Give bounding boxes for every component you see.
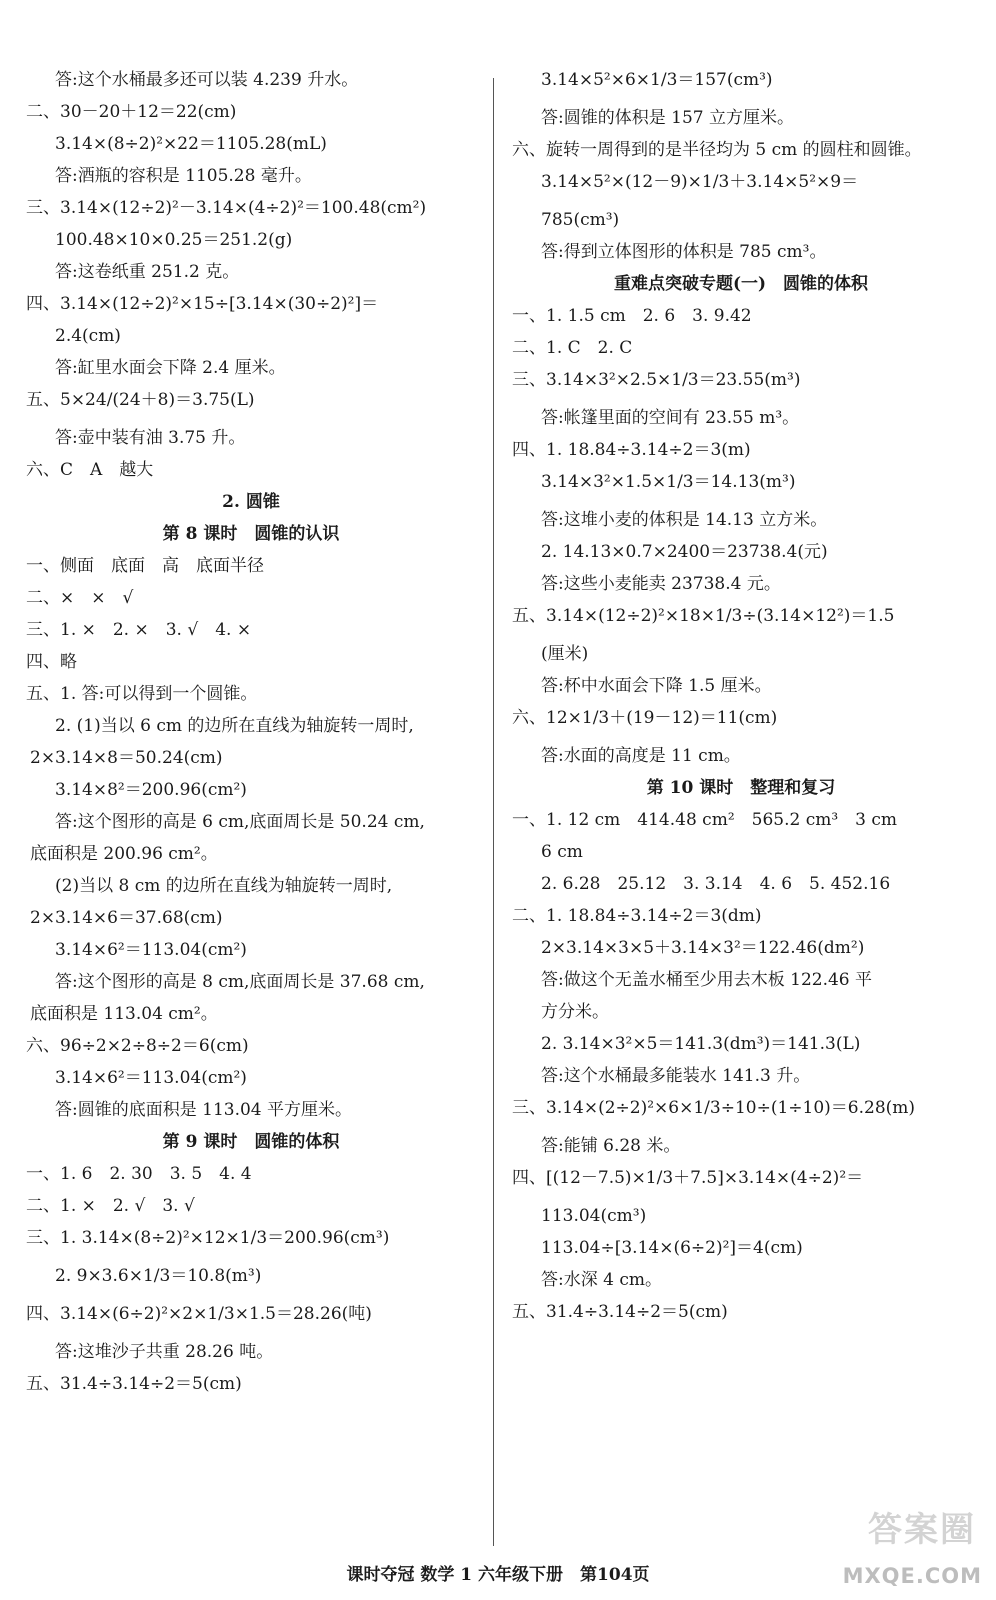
- answer-line: 答:缸里水面会下降 2.4 厘米。: [55, 358, 286, 378]
- answer-line: (厘米): [541, 644, 589, 664]
- answer-line: 2. 14.13×0.7×2400＝23738.4(元): [541, 542, 828, 562]
- answer-line: 四、1. 18.84÷3.14÷2＝3(m): [512, 440, 751, 460]
- answer-line: 答:帐篷里面的空间有 23.55 m³。: [541, 408, 800, 428]
- answer-line: 100.48×10×0.25＝251.2(g): [55, 230, 293, 250]
- answer-line: 底面积是 200.96 cm²。: [30, 844, 218, 864]
- answer-line: 底面积是 113.04 cm²。: [30, 1004, 218, 1024]
- topic-title: 重难点突破专题(一) 圆锥的体积: [613, 274, 869, 294]
- answer-line: 113.04(cm³): [541, 1206, 647, 1226]
- answer-line: 五、1. 答:可以得到一个圆锥。: [26, 684, 258, 704]
- answer-line: 答:这个水桶最多能装水 141.3 升。: [541, 1066, 811, 1086]
- answer-line: 一、1. 1.5 cm 2. 6 3. 9.42: [512, 306, 752, 326]
- answer-line: 方分米。: [541, 1002, 609, 1022]
- answer-line: 3.14×5²×6×1/3＝157(cm³): [541, 70, 773, 90]
- answer-line: 答:这堆小麦的体积是 14.13 立方米。: [541, 510, 828, 530]
- answer-line: 2×3.14×6＝37.68(cm): [30, 908, 223, 928]
- answer-line: 答:酒瓶的容积是 1105.28 毫升。: [55, 166, 312, 186]
- answer-line: 二、1. 18.84÷3.14÷2＝3(dm): [512, 906, 762, 926]
- answer-line: 3.14×3²×1.5×1/3＝14.13(m³): [541, 472, 796, 492]
- watermark-logo-text: 答案圈: [868, 1510, 976, 1550]
- answer-line: 6 cm: [541, 842, 583, 862]
- answer-line: 答:得到立体图形的体积是 785 cm³。: [541, 242, 827, 262]
- answer-line: 3.14×6²＝113.04(cm²): [55, 1068, 247, 1088]
- answer-line: 答:水面的高度是 11 cm。: [541, 746, 741, 766]
- answer-line: 四、[(12－7.5)×1/3＋7.5]×3.14×(4÷2)²＝: [512, 1168, 864, 1188]
- answer-line: 答:这堆沙子共重 28.26 吨。: [55, 1342, 274, 1362]
- answer-line: 六、96÷2×2÷8÷2＝6(cm): [26, 1036, 249, 1056]
- answer-line: 二、× × √: [26, 588, 134, 608]
- watermark-site-text: MXQE.COM: [842, 1564, 982, 1588]
- answer-line: 二、1. × 2. √ 3. √: [26, 1196, 195, 1216]
- column-divider: [493, 78, 494, 1546]
- lesson-title: 第 9 课时 圆锥的体积: [162, 1132, 340, 1152]
- answer-line: 2×3.14×3×5＋3.14×3²＝122.46(dm²): [541, 938, 865, 958]
- answer-line: 答:能铺 6.28 米。: [541, 1136, 681, 1156]
- answer-line: 3.14×5²×(12－9)×1/3＋3.14×5²×9＝: [541, 172, 859, 192]
- answer-line: 答:壶中装有油 3.75 升。: [55, 428, 246, 448]
- answer-line: 五、31.4÷3.14÷2＝5(cm): [512, 1302, 728, 1322]
- answer-line: 六、C A 越大: [26, 460, 154, 480]
- answer-line: 四、3.14×(12÷2)²×15÷[3.14×(30÷2)²]＝: [26, 294, 379, 314]
- answer-line: 三、1. 3.14×(8÷2)²×12×1/3＝200.96(cm³): [26, 1228, 390, 1248]
- answer-line: 785(cm³): [541, 210, 620, 230]
- answer-line: 二、30－20＋12＝22(cm): [26, 102, 237, 122]
- answer-line: 三、3.14×3²×2.5×1/3＝23.55(m³): [512, 370, 801, 390]
- answer-line: 答:这个图形的高是 6 cm,底面周长是 50.24 cm,: [55, 812, 425, 832]
- lesson-title: 第 10 课时 整理和复习: [646, 778, 836, 798]
- answer-line: 3.14×8²＝200.96(cm²): [55, 780, 247, 800]
- answer-line: 答:圆锥的底面积是 113.04 平方厘米。: [55, 1100, 353, 1120]
- answer-line: 三、1. × 2. × 3. √ 4. ×: [26, 620, 252, 640]
- watermark-logo: [842, 1500, 986, 1592]
- answer-line: 2. (1)当以 6 cm 的边所在直线为轴旋转一周时,: [55, 716, 414, 736]
- answer-line: 一、侧面 底面 高 底面半径: [26, 556, 264, 576]
- answer-line: 113.04÷[3.14×(6÷2)²]＝4(cm): [541, 1238, 803, 1258]
- answer-line: 二、1. C 2. C: [512, 338, 633, 358]
- answer-line: 答:杯中水面会下降 1.5 厘米。: [541, 676, 772, 696]
- left-column: [26, 70, 476, 1406]
- answer-line: (2)当以 8 cm 的边所在直线为轴旋转一周时,: [55, 876, 393, 896]
- answer-line: 2×3.14×8＝50.24(cm): [30, 748, 223, 768]
- answer-line: 五、5×24/(24＋8)＝3.75(L): [26, 390, 255, 410]
- answer-line: 答:水深 4 cm。: [541, 1270, 662, 1290]
- answer-line: 三、3.14×(2÷2)²×6×1/3÷10÷(1÷10)＝6.28(m): [512, 1098, 916, 1118]
- page-footer: 课时夺冠 数学 1 六年级下册 第104页: [346, 1565, 650, 1585]
- answer-line: 四、3.14×(6÷2)²×2×1/3×1.5＝28.26(吨): [26, 1304, 372, 1324]
- answer-line: 一、1. 6 2. 30 3. 5 4. 4: [26, 1164, 252, 1184]
- answer-line: 答:这些小麦能卖 23738.4 元。: [541, 574, 781, 594]
- answer-line: 答:圆锥的体积是 157 立方厘米。: [541, 108, 794, 128]
- answer-line: 3.14×6²＝113.04(cm²): [55, 940, 247, 960]
- answer-line: 2. 3.14×3²×5＝141.3(dm³)＝141.3(L): [541, 1034, 861, 1054]
- right-column: [512, 70, 970, 1334]
- answer-line: 答:做这个无盖水桶至少用去木板 122.46 平: [541, 970, 873, 990]
- answer-line: 五、3.14×(12÷2)²×18×1/3÷(3.14×12²)＝1.5: [512, 606, 895, 626]
- answer-line: 答:这卷纸重 251.2 克。: [55, 262, 240, 282]
- section-title: 2. 圆锥: [222, 492, 280, 512]
- lesson-title: 第 8 课时 圆锥的认识: [162, 524, 340, 544]
- answer-line: 3.14×(8÷2)²×22＝1105.28(mL): [55, 134, 327, 154]
- answer-line: 答:这个图形的高是 8 cm,底面周长是 37.68 cm,: [55, 972, 425, 992]
- answer-line: 2. 9×3.6×1/3＝10.8(m³): [55, 1266, 262, 1286]
- answer-line: 四、略: [26, 652, 77, 672]
- answer-line: 2. 6.28 25.12 3. 3.14 4. 6 5. 452.16: [541, 874, 891, 894]
- answer-line: 2.4(cm): [55, 326, 121, 346]
- answer-line: 三、3.14×(12÷2)²－3.14×(4÷2)²＝100.48(cm²): [26, 198, 427, 218]
- answer-line: 答:这个水桶最多还可以装 4.239 升水。: [55, 70, 359, 90]
- answer-line: 五、31.4÷3.14÷2＝5(cm): [26, 1374, 242, 1394]
- answer-line: 一、1. 12 cm 414.48 cm² 565.2 cm³ 3 cm: [512, 810, 898, 830]
- answer-line: 六、12×1/3＋(19－12)＝11(cm): [512, 708, 778, 728]
- answer-line: 六、旋转一周得到的是半径均为 5 cm 的圆柱和圆锥。: [512, 140, 922, 160]
